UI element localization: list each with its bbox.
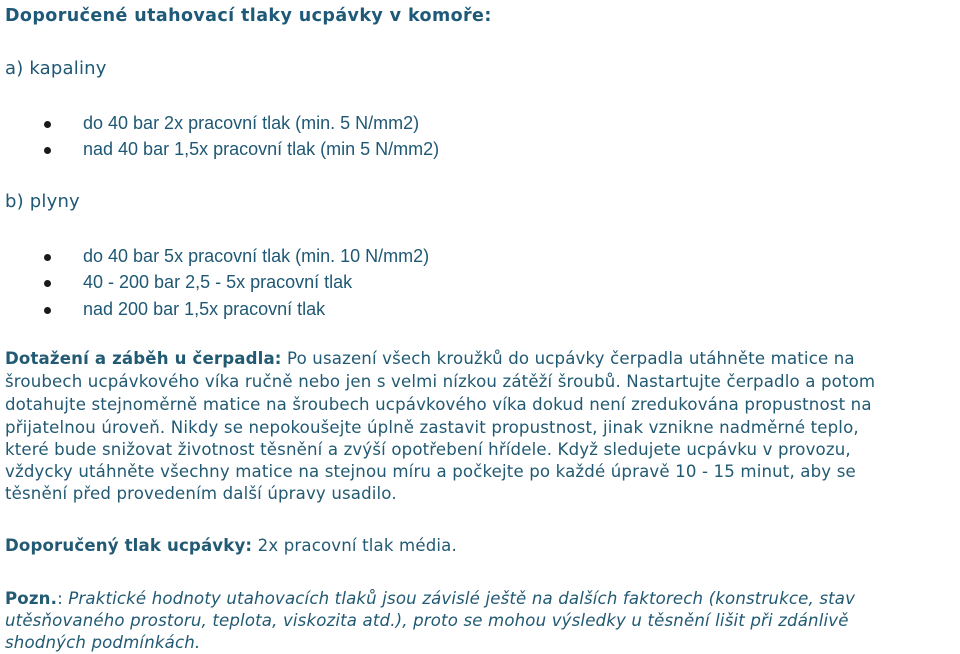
bullet-icon (44, 121, 51, 128)
paragraph-line: utěsňovaného prostoru, teplota, viskozita atd.), proto se mohou výsledky u těsnění lišit při zdánlivě (5, 611, 849, 630)
paragraph-line: přijatelnou úroveň. Nikdy se nepokoušejte úplně zastavit propustnost, jinak vznikne nadměrné teplo, (5, 418, 859, 437)
bullet-icon (44, 254, 51, 261)
paragraph-text: Po usazení všech kroužků do ucpávky čerpadla utáhněte matice na (281, 349, 855, 368)
paragraph-line: šroubech ucpávkového víka ručně nebo jen s velmi nízkou zátěží šroubů. Nastartujte čerpadlo a potom (5, 372, 876, 391)
paragraph-line: těsnění před provedením další úpravy usadilo. (5, 484, 397, 503)
list-item: nad 200 bar 1,5x pracovní tlak (83, 299, 326, 319)
recommended-label: Doporučený tlak ucpávky: (5, 536, 253, 555)
paragraph-line: dotahujte stejnoměrně matice na šroubech ucpávkového víka dokud není zredukována propustnost na (5, 395, 872, 414)
recommended-pressure (5, 536, 457, 555)
list-item: do 40 bar 2x pracovní tlak (min. 5 N/mm2) (83, 113, 420, 133)
note-colon: : (57, 589, 63, 608)
section-a-heading: a) kapaliny (5, 58, 107, 79)
bullet-icon (44, 280, 51, 287)
page-title: Doporučené utahovací tlaky ucpávky v komoře: (5, 6, 492, 26)
bullet-icon (44, 147, 51, 154)
note-label: Pozn. (5, 589, 58, 608)
paragraph-line (5, 349, 855, 368)
paragraph-line: které bude snižovat životnost těsnění a zvýší opotřebení hřídele. Když sledujete ucpávku v provozu, (5, 440, 851, 459)
note-text: Praktické hodnoty utahovacích tlaků jsou závislé ještě na dalších faktorech (konstrukce, stav (62, 589, 856, 608)
paragraph-line (5, 589, 855, 608)
tightening-label: Dotažení a záběh u čerpadla: (5, 349, 282, 368)
list-item: 40 - 200 bar 2,5 - 5x pracovní tlak (83, 272, 353, 292)
paragraph-line: vždycky utáhněte všechny matice na stejnou míru a počkejte po každé úpravě 10 - 15 minut, aby se (5, 462, 856, 481)
bullet-icon (44, 307, 51, 314)
section-b-heading: b) plyny (5, 191, 80, 212)
list-item: do 40 bar 5x pracovní tlak (min. 10 N/mm2) (83, 246, 430, 266)
recommended-text: 2x pracovní tlak média. (252, 536, 457, 555)
list-item: nad 40 bar 1,5x pracovní tlak (min 5 N/mm2) (83, 139, 440, 159)
paragraph-line: shodných podmínkách. (5, 633, 201, 652)
